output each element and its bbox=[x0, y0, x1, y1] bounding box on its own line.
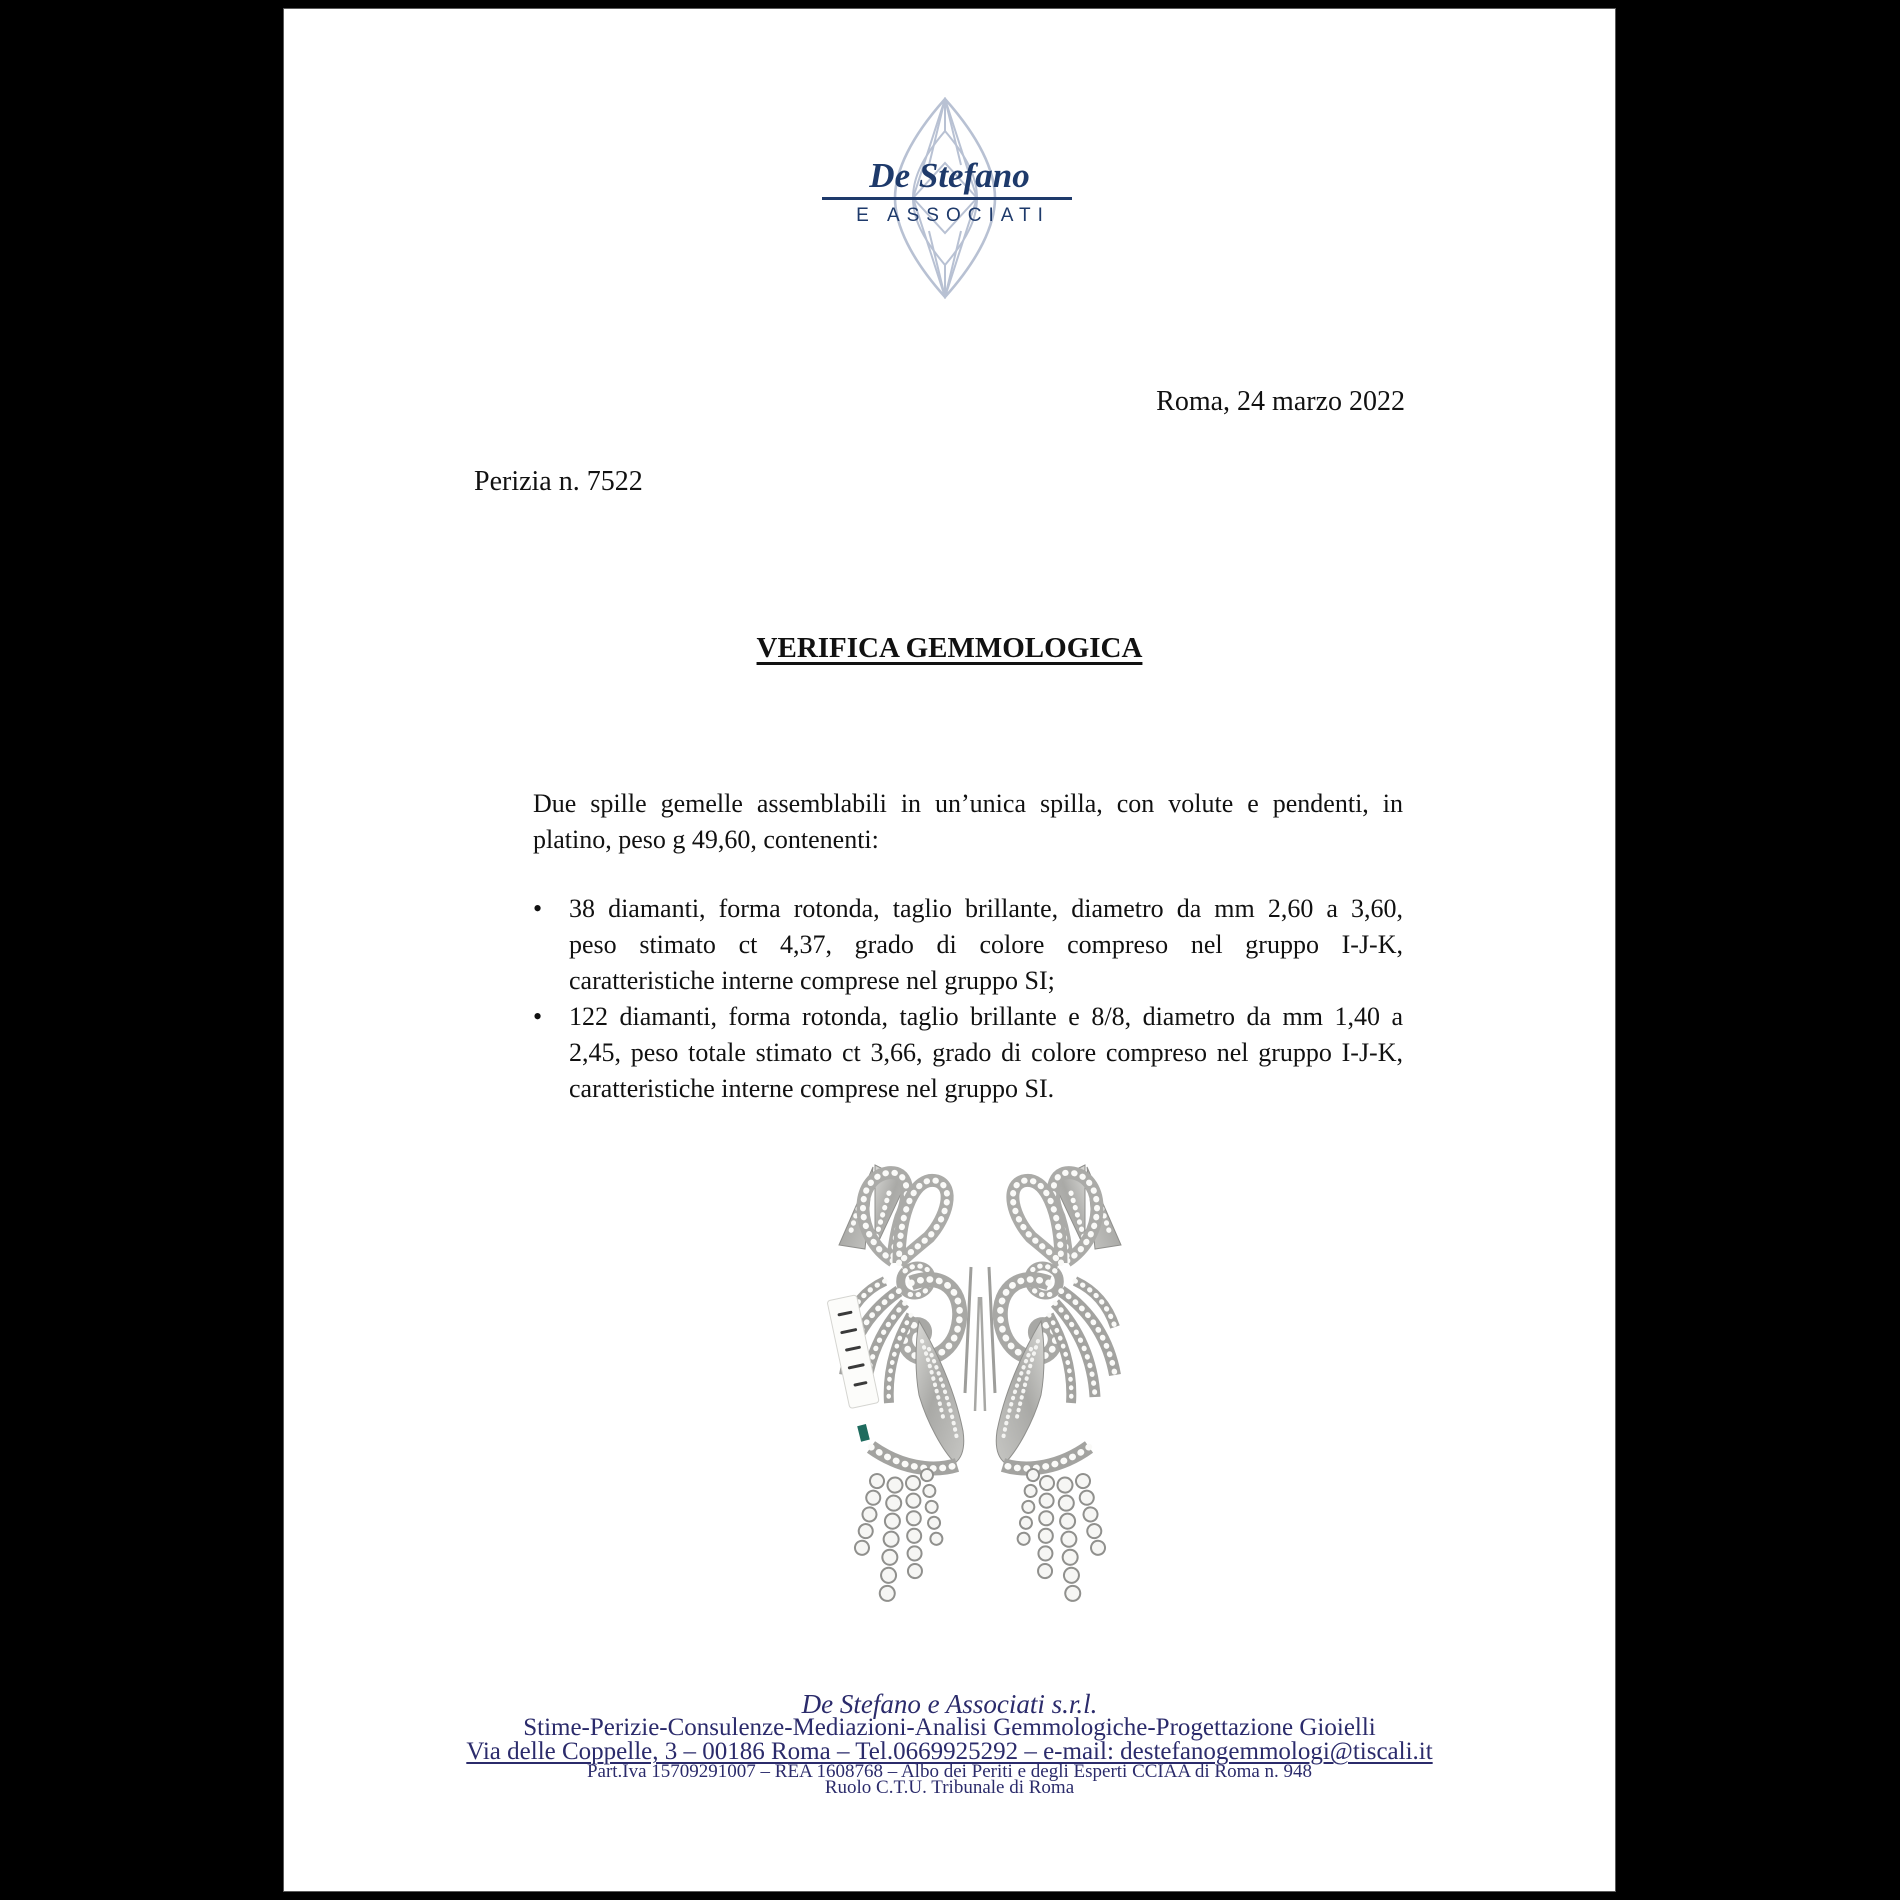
document-page bbox=[284, 9, 1615, 1891]
brand-subtitle: E ASSOCIATI bbox=[856, 205, 1050, 226]
intro-line: Due spille gemelle assemblabili in un’unica spilla, con volute e pendenti, in bbox=[533, 789, 1403, 818]
bullet-text bbox=[569, 891, 1403, 999]
footer-court-role: Ruolo C.T.U. Tribunale di Roma bbox=[824, 1777, 1075, 1798]
brand-name: De Stefano bbox=[869, 156, 1030, 195]
tag-clip bbox=[857, 1424, 870, 1442]
brooch-right bbox=[981, 1165, 1121, 1597]
brand-divider bbox=[822, 197, 1072, 200]
bullet-line: caratteristiche interne comprese nel gruppo SI; bbox=[569, 966, 1055, 995]
footer-company-name: De Stefano e Associati s.r.l. bbox=[801, 1689, 1098, 1719]
bullet-text bbox=[569, 999, 1403, 1107]
body-text bbox=[533, 786, 1403, 1107]
bullet-line: 2,45, peso totale stimato ct 3,66, grado di colore compreso nel gruppo I-J-K, bbox=[569, 1038, 1403, 1067]
footer-address-contact: Via delle Coppelle, 3 – 00186 Roma – Tel.0669925292 – e-mail: destefanogemmologi@tiscali.it bbox=[466, 1738, 1433, 1765]
bullet-line: peso stimato ct 4,37, grado di colore compreso nel gruppo I-J-K, bbox=[569, 930, 1403, 959]
bullet-marker: • bbox=[533, 894, 543, 923]
report-number: Perizia n. 7522 bbox=[474, 466, 643, 497]
document-title: VERIFICA GEMMOLOGICA bbox=[756, 632, 1143, 664]
jewelry-photo bbox=[813, 1149, 1147, 1617]
bullet-line: 122 diamanti, forma rotonda, taglio brillante e 8/8, diametro da mm 1,40 a bbox=[569, 1002, 1403, 1031]
bullet-item bbox=[533, 891, 1403, 999]
intro-line: platino, peso g 49,60, contenenti: bbox=[533, 825, 879, 854]
bullet-marker: • bbox=[533, 1002, 543, 1031]
bullet-item bbox=[533, 999, 1403, 1107]
bullet-line: 38 diamanti, forma rotonda, taglio brillante, diametro da mm 2,60 a 3,60, bbox=[569, 894, 1403, 923]
place-and-date: Roma, 24 marzo 2022 bbox=[1156, 386, 1405, 417]
intro-paragraph bbox=[533, 786, 1403, 858]
bullet-list bbox=[533, 891, 1403, 1107]
bullet-line: caratteristiche interne comprese nel gruppo SI. bbox=[569, 1074, 1055, 1103]
footer-registration: Part.Iva 15709291007 – REA 1608768 – Albo dei Periti e degli Esperti CCIAA di Roma n. 948 bbox=[586, 1761, 1313, 1782]
footer-services: Stime-Perizie-Consulenze-Mediazioni-Analisi Gemmologiche-Progettazione Gioielli bbox=[523, 1714, 1376, 1741]
